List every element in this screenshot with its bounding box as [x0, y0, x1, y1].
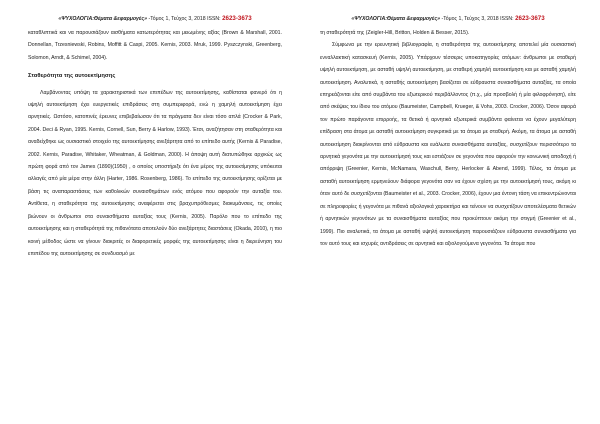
page-header	[320, 15, 576, 23]
issue-details: -Τόμος 1, Τεύχος 3, 2018 ISSN:	[441, 16, 514, 22]
issn-number: 2623-3673	[222, 15, 252, 22]
issue-details: -Τόμος 1, Τεύχος 3, 2018 ISSN:	[148, 16, 221, 22]
body-paragraph: Λαμβάνοντας υπόψη τα χαρακτηριστικά των επιπέδων της αυτοεκτίμησης, καθίσταται φανερό ότι η υψηλή αυτοεκτίμηση έχει ευεργετικές επιδράσεις στη συμπεριφορά, ενώ η χαμηλή αυτοεκτίμηση έχει αρνητικές. Ωστόσο, κατοπινές έρευνες επιβεβαίωσαν ότι τα πράγματα δεν είναι τόσο απλά (Crocker & Park, 2004. Deci & Ryan, 1995. Kernis, Cornell, Sun, Berry & Harlow, 1993). Έτσι, αναζήτησαν στη σταθερότητα και αναδείχθηκε ως ουσιαστικό στοιχείο της αυτοεκτίμησης ανεξάρτητα από το επίπεδο αυτής (Kernis & Paradise, 2002. Kernis, Paradise, Whitaker, Wheatman, & Goldman, 2000). Η άποψη αυτή διατυπώθηκε αρχικώς ως πρώτη φορά από τον James (1890)(1950) , ο οποίος υποστήριξε ότι ένα μέρος της αυτοεκτίμησης υπόκειται αλλαγές από μία μέρα στην άλλη (Harter, 1986. Rosenberg, 1986). Το επίπεδο της αυτοεκτίμησης ορίζεται με βάση τις αναπαραστάσεις των καθολικών συναισθημάτων ενός ατόμου που αφορούν την αυταξία του. Αντίθετα, η σταθερότητα της αυτοεκτίμησης αναφέρεται στις βραχυπρόθεσμες διακυμάνσεις, τις οποίες βιώνουν οι άνθρωποι στα συναισθήματα αυταξίας τους (Kernis, 2005). Παρόλο που το επίπεδο της αυτοεκτίμησης και η σταθερότητά της πιθανότατα αποτελούν δύο ανεξάρτητες διαστάσεις (Okada, 2010), η πιο κοινή μέθοδος ώστε να γίνουν διακριτές οι διαφορετικές μορφές της αυτοεκτίμησης είναι η διερεύνηση του επιπέδου της αυτοεκτίμησης σε συνδυασμό με	[28, 89, 282, 257]
body-paragraph: καταθλιπτικά και να παρουσιάζουν αισθήματα κατωτερότητας και μειωμένης αξίας (Brown & Marshall, 2001. Donnellan, Trzesniewski, Robins, Moffitt & Caspi, 2005. Kernis, 2003. Mruk, 1999. Pyszczynski, Greenberg, Solomon, Arndt, & Schimel, 2004).	[28, 30, 282, 61]
page-header	[28, 15, 282, 23]
issn-number: 2623-3673	[515, 15, 545, 22]
right-page	[300, 0, 600, 424]
journal-title: «ΨΥΧΟΛΟΓΙΑ:Θέματα &εφαρμογές»	[58, 16, 148, 22]
body-paragraph: Σύμφωνα με την ερευνητική βιβλιογραφία, η σταθερότητα της αυτοεκτίμησης αποτελεί μία ουσιαστική ενναλλακτική κατασκευή (Kernis, 2005). Υπάρχουν τέσσερις υποκατηγορίες ατόμων: άνθρωποι με σταθερή υψηλή αυτοεκτίμηση, με ασταθή υψηλή αυτοεκτίμηση, με σταθερή χαμηλή αυτοεκτίμηση και με ασταθή χαμηλή αυτοεκτίμηση. Αναλυτικά, η ασταθής αυτοεκτίμηση βασίζεται σε εύθραυστα συναισθήματα αυταξίας, τα οποία επηρεάζονται είτε από συμβάντα του εξωτερικού περιβάλλοντος (π.χ., μία προσβολή ή μία φιλοφρόνηση), είτε από σκέψεις του ίδιου του ατόμου (Baumeister, Campbell, Krueger, & Vohs, 2003. Crocker, 2006). Όσον αφορά τον πρώτο παράγοντα επιρροής, τα θετικά ή αρνητικά εξωτερικά συμβάντα φαίνεται να έχουν μεγαλύτερη επίδραση στα άτομα με ασταθή αυτοεκτίμηση συγκριτικά με τα άτομα με σταθερή. Ακόμη, τα άτομα με ασταθή αυτοεκτίμηση διακρίνονται από εύθραυστα και ευάλωτα συναισθήματα αυταξίας, συσχετίζουν περισσότερο τα αρνητικά γεγονότα με την αυτοεκτίμησή τους και εστιάζουν σε γεγονότα που αφορούν την κοινωνική αποδοχή ή απόρριψη (Greenier, Kernis, McNamara, Waschull, Berry, Herlocker & Abend, 1999). Τέλος, τα άτομα με ασταθή αυτοεκτίμηση ερμηνεύουν διάφορα γεγονότα σαν να έχουν σχέση με την αυτοεκτίμησή τους, ακόμη κι όταν αυτό δε συσχετίζονται (Baumeister et al., 2003. Crocker, 2006), έχουν μια έντονη τάση να επικεντρώνονται σε πληροφορίες ή γεγονότα με πιθανά αξιολογικά χαρακτήρα και τείνουν να συσχετίζουν αποτελέσματα θετικών ή αρνητικών γεγονότων με τα συναισθήματα αυταξίας που προκύπτουν ακόμη την στιγμή (Greenier et al., 1999). Πιο αναλυτικά, τα άτομα με ασταθή υψηλή αυτοεκτίμηση παρουσιάζουν εύθραυστα συναισθήματα για τον αυτό τους και ισχυρές αντιδράσεις σε αρνητικά και αξιολογούμενα γεγονότα. Τα άτομα που	[320, 42, 576, 247]
section-heading: Σταθερότητα της αυτοεκτίμησης	[28, 73, 116, 80]
journal-title: «ΨΥΧΟΛΟΓΙΑ:Θέματα &εφαρμογές»	[351, 16, 441, 22]
body-paragraph: τη σταθερότητά της (Zeigler-Hill, Britton, Holden & Besser, 2015).	[320, 30, 470, 36]
